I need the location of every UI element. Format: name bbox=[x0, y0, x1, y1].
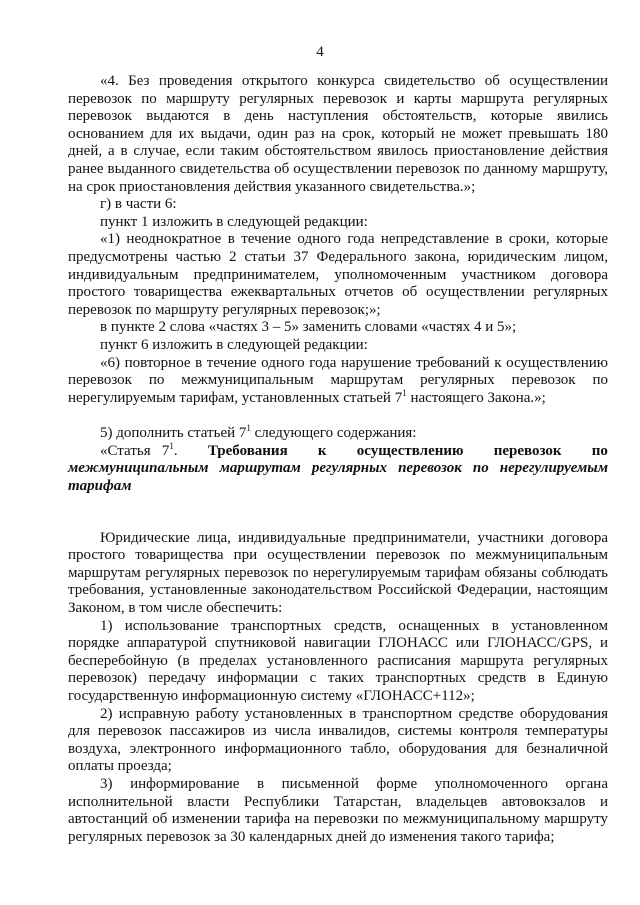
page-number: 4 bbox=[316, 44, 324, 60]
article-item-2: 2) исправную работу установленных в транспортном средстве оборудования для перевозок пассажиров из числа инвалидов, системы контроля температуры воздуха, электронного информационного табло, оборудования для безналичной оплаты проезда; bbox=[68, 705, 608, 775]
article-title-word-2: к bbox=[317, 442, 327, 459]
article-item-3: 3) информирование в письменной форме уполномоченного органа исполнительной власти Республики Татарстан, владельцев автовокзалов и автостанций об изменении тарифа на перевозки по межмуниципальному маршруту регулярных перевозок за 30 календарных дней до изменения такого тарифа; bbox=[68, 775, 608, 845]
item5-superscript: 1 bbox=[246, 423, 251, 434]
article-title-word-3: осуществлению bbox=[356, 442, 464, 459]
paragraph-item5 bbox=[68, 425, 608, 443]
item6-superscript: 1 bbox=[402, 387, 407, 398]
paragraph-item6-intro: пункт 6 изложить в следующей редакции: bbox=[100, 336, 368, 353]
paragraph-item2-change: в пункте 2 слова «частях 3 – 5» заменить словами «частях 4 и 5»; bbox=[100, 319, 517, 336]
article-title-continued: межмуниципальным маршрутам регулярных перевозок по нерегулируемым тарифам bbox=[68, 460, 608, 495]
article-title-word-1: Требования bbox=[207, 442, 288, 459]
item5-text: 5) дополнить статьей 7 bbox=[100, 425, 247, 442]
paragraph-item1-intro: пункт 1 изложить в следующей редакции: bbox=[100, 213, 368, 230]
article-number: 7 bbox=[161, 442, 170, 459]
article-item-1: 1) использование транспортных средств, оснащенных в установленном порядке аппаратурой спутниковой навигации ГЛОНАСС или ГЛОНАСС/GPS, и бесперебойную (в пределах установленного расписания маршрута регулярных перевозок) передачу информации с таких транспортных средств в Единую государственную информационную систему «ГЛОНАСС+112»; bbox=[68, 617, 608, 704]
paragraph-item1-text: «1) неоднократное в течение одного года непредставление в сроки, которые предусмотрены частью 2 статьи 37 Федерального закона, юридическим лицом, индивидуальным предпринимателем, уполномоченным участником договора простого товарищества ежеквартальных отчетов об осуществлении регулярных перевозок по маршруту регулярных перевозок;»; bbox=[68, 231, 608, 318]
article-label: «Статья $7^1$. bbox=[100, 440, 178, 459]
article-title-word-5: по bbox=[591, 442, 608, 459]
item5-tail: следующего содержания: bbox=[250, 425, 417, 442]
article-intro-paragraph: Юридические лица, индивидуальные предприниматели, участники договора простого товарищества при осуществлении перевозок по межмуниципальным маршрутам регулярных перевозок по нерегулируемым тарифам обязаны соблюдать требования, установленные законодательством Российской Федерации, настоящим Законом, в том числе обеспечить: bbox=[68, 529, 608, 617]
document-body bbox=[68, 73, 608, 846]
article-number-superscript: 1 bbox=[169, 440, 174, 451]
item6-tail: настоящего Закона.»; bbox=[406, 389, 546, 406]
item6-text: «6) повторное в течение одного года нарушение требований к осуществлению перевозок по межмуниципальным маршрутам регулярных перевозок по нерегулируемым тарифам, установленных статьей 7 bbox=[68, 354, 608, 406]
paragraph-item6-text bbox=[68, 355, 608, 408]
article-title-line bbox=[68, 440, 608, 461]
article-prefix: «Статья bbox=[100, 442, 151, 459]
paragraph-point-4: «4. Без проведения открытого конкурса свидетельство об осуществлении перевозок по маршруту регулярных перевозок и карты маршрута регулярных перевозок выдаются в день наступления обстоятельств, которые явились основанием для их выдачи, один раз на срок, который не может превышать 180 дней, а в случае, если таким обстоятельством явилось приостановление действия ранее выданного свидетельства об осуществлении перевозок по данному маршруту, на срок приостановления действия указанного свидетельства.»; bbox=[68, 73, 608, 195]
article-title-word-4: перевозок bbox=[493, 442, 562, 459]
paragraph-sub-g: г) в части 6: bbox=[100, 196, 177, 213]
